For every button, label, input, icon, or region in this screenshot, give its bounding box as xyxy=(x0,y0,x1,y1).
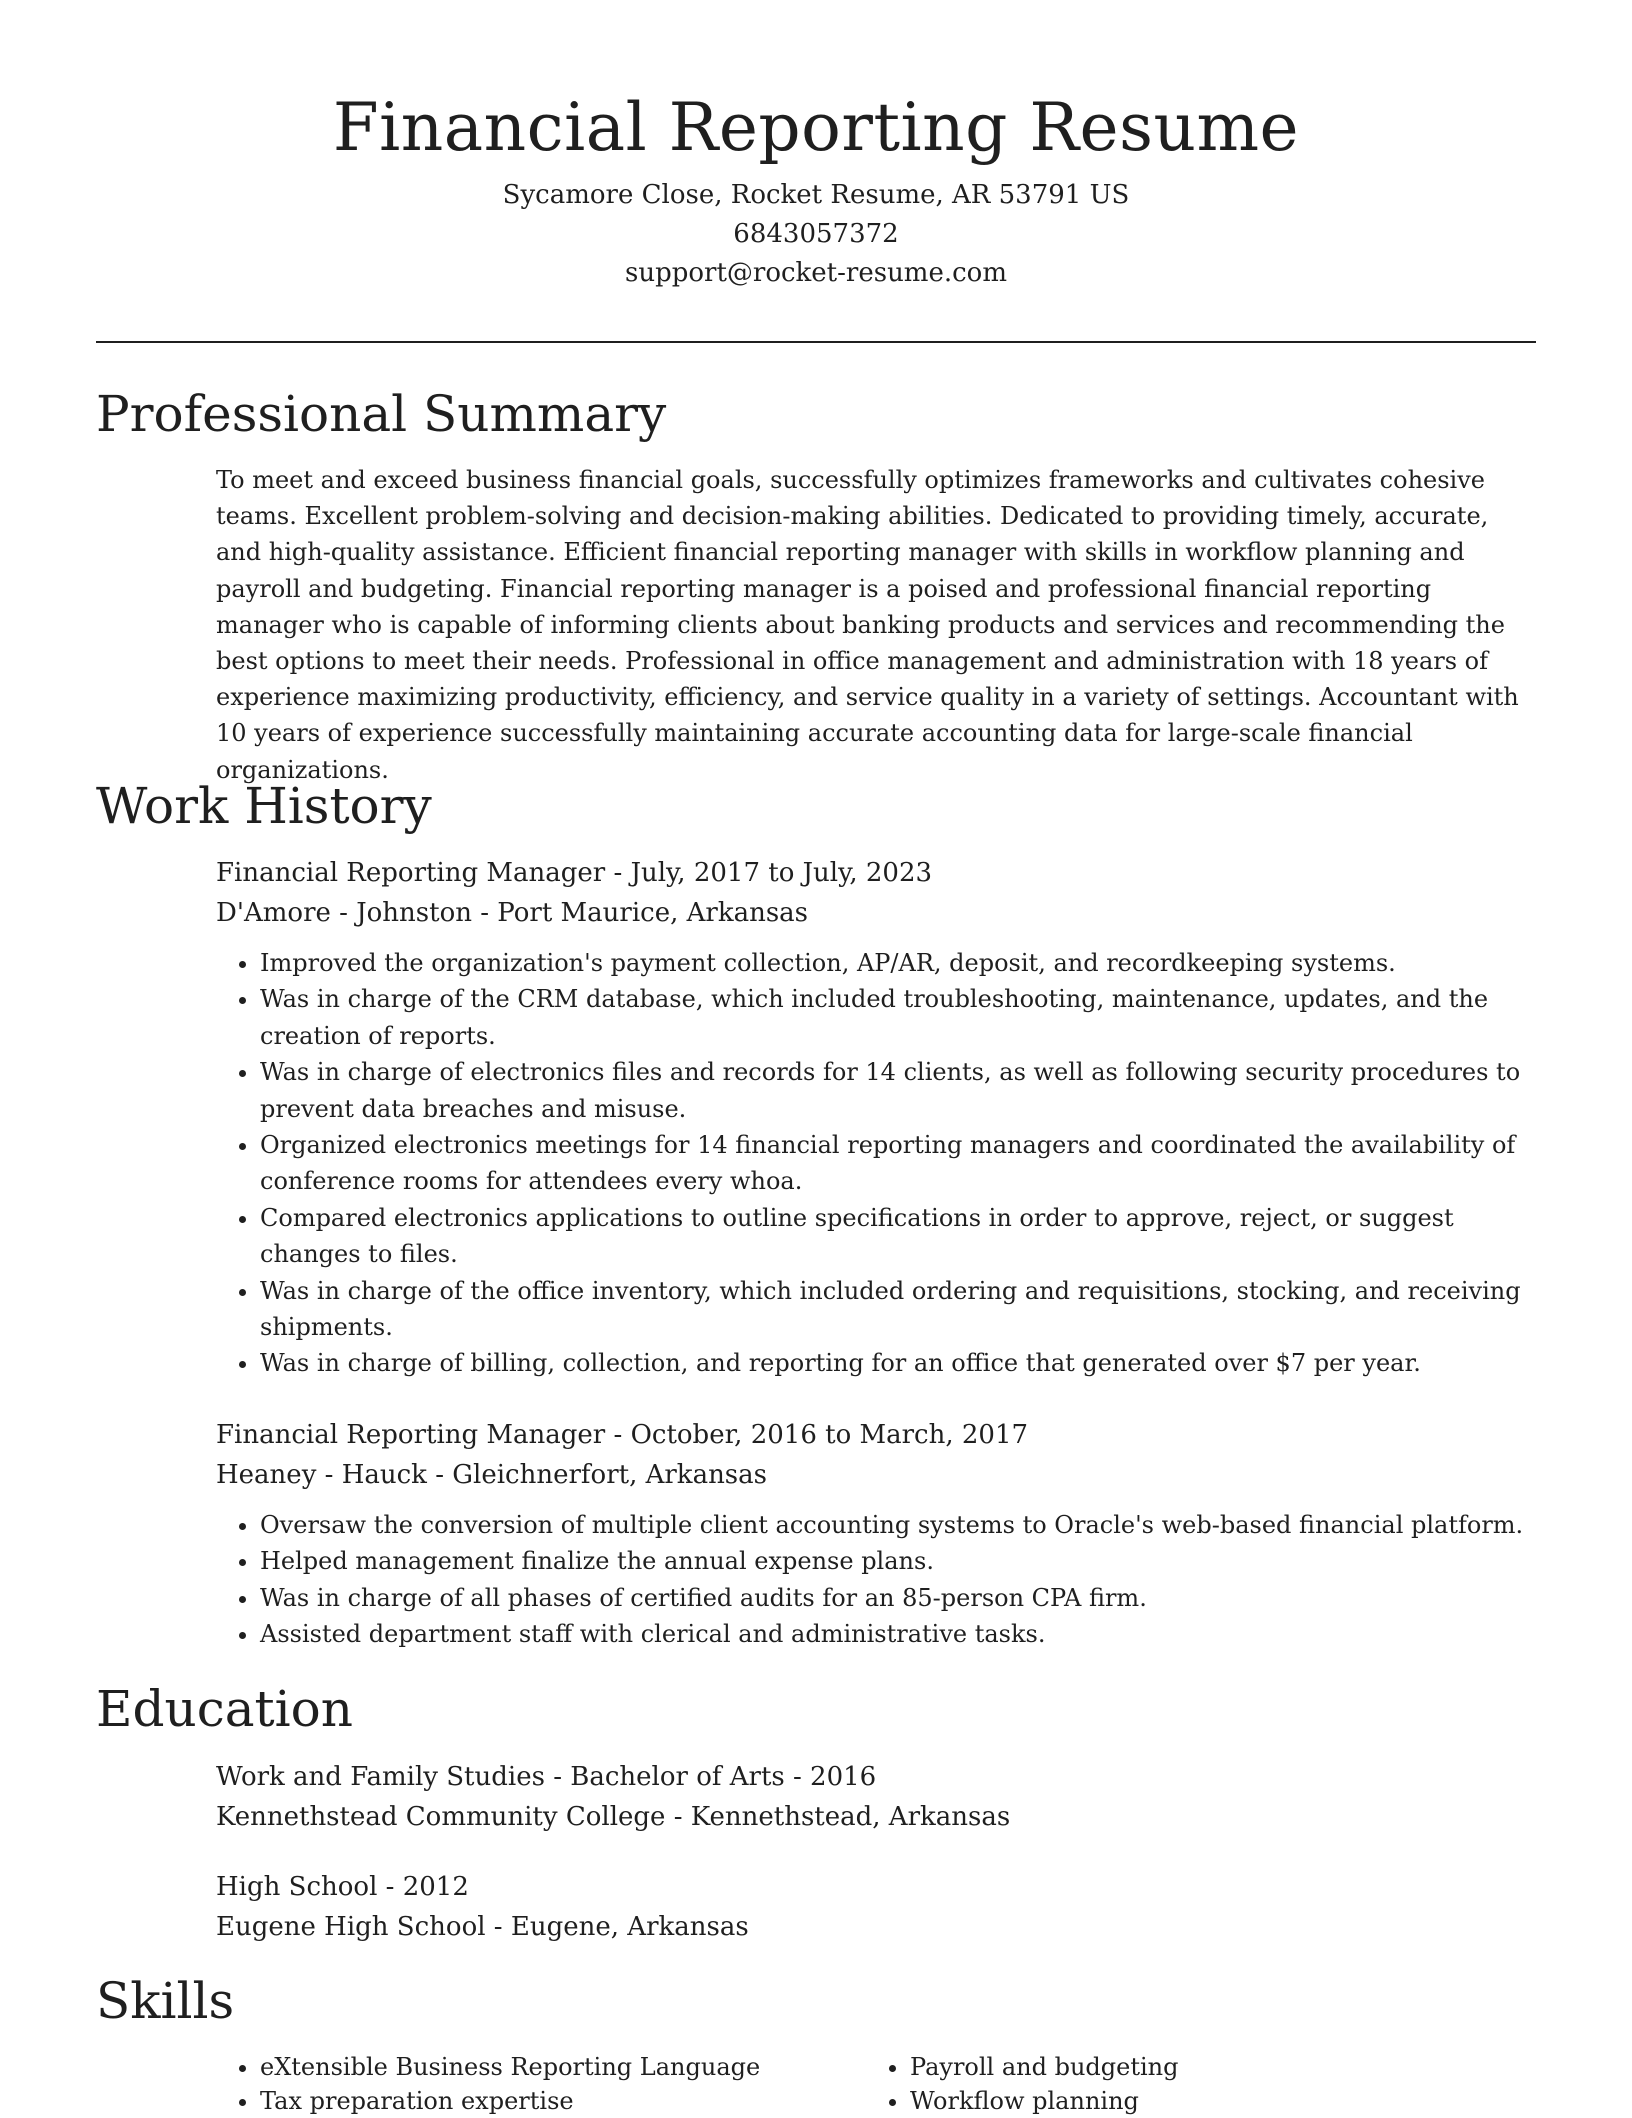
education-location: Kennethstead, Arkansas xyxy=(690,1802,1011,1832)
job-title-line: Financial Reporting Manager - October, 2016 to March, 2017 xyxy=(216,1420,1029,1450)
summary-text: To meet and exceed business financial goals, successfully optimizes frameworks and cultivates cohesive teams. Excellent problem-solving and decision-making abilities. Dedicated to providing timely, accurate, and high-quality assistance. Efficient financial reporting manager with skills in workflow planning and payroll and budgeting. Financial reporting manager is a poised and professional financial reporting manager who is capable of informing clients about banking products and services and recommending the best options to meet their needs. Professional in office management and administration with 18 years of experience maximizing productivity, efficiency, and service quality in a variety of settings. Accountant with 10 years of experience successfully maintaining accurate accounting data for large-scale financial organizations. xyxy=(216,466,1519,784)
job-entry xyxy=(216,853,1536,1382)
job-employer-line: D'Amore - Johnston - Port Maurice, Arkansas xyxy=(216,898,809,928)
section-title-education: Education xyxy=(96,1680,353,1738)
list-item: • Helped management finalize the annual expense plans. xyxy=(260,1543,1536,1579)
list-item: • Compared electronics applications to outline specifications in order to approve, reject, or suggest changes to files. xyxy=(260,1200,1536,1273)
skills-list-right xyxy=(866,2050,1530,2118)
list-item: • eXtensible Business Reporting Language xyxy=(260,2050,880,2084)
job-employer-line: Heaney - Hauck - Gleichnerfort, Arkansas xyxy=(216,1460,767,1490)
education-school-line: Eugene High School - Eugene, Arkansas xyxy=(216,1912,749,1942)
list-item: • Was in charge of the office inventory, which included ordering and requisitions, stocking, and receiving shipments. xyxy=(260,1273,1536,1346)
list-item: • Organized electronics meetings for 14 financial reporting managers and coordinated the availability of conference rooms for attendees every whoa. xyxy=(260,1127,1536,1200)
header-divider xyxy=(96,341,1536,343)
list-item: • Workflow planning xyxy=(910,2084,1530,2118)
list-item: • Tax preparation expertise xyxy=(260,2084,880,2118)
contact-email: support@rocket-resume.com xyxy=(624,258,1007,288)
job-role: Financial Reporting Manager xyxy=(216,858,606,888)
education-degree: High School - 2012 xyxy=(216,1872,469,1902)
list-item: • Oversaw the conversion of multiple client accounting systems to Oracle's web-based financial platform. xyxy=(260,1507,1536,1543)
list-item: • Was in charge of electronics files and records for 14 clients, as well as following security procedures to prevent data breaches and misuse. xyxy=(260,1054,1536,1127)
job-employer: D'Amore - Johnston xyxy=(216,898,472,928)
contact-address: Sycamore Close, Rocket Resume, AR 53791 US xyxy=(502,180,1130,210)
skills-list-left xyxy=(216,2050,880,2118)
job-bullet-list xyxy=(216,945,1536,1382)
job-entry xyxy=(216,1415,1536,1653)
education-entry xyxy=(216,1757,1536,1837)
education-school: Eugene High School xyxy=(216,1912,486,1942)
job-location: Port Maurice, Arkansas xyxy=(497,898,809,928)
education-location: Eugene, Arkansas xyxy=(510,1912,749,1942)
job-dates: October, 2016 to March, 2017 xyxy=(630,1420,1029,1450)
contact-phone: 6843057372 xyxy=(733,219,899,249)
job-employer: Heaney - Hauck xyxy=(216,1460,427,1490)
job-dates: July, 2017 to July, 2023 xyxy=(630,858,933,888)
job-location: Gleichnerfort, Arkansas xyxy=(452,1460,767,1490)
section-title-summary: Professional Summary xyxy=(96,385,667,443)
resume-header xyxy=(96,84,1536,293)
education-school-line: Kennethstead Community College - Kennethstead, Arkansas xyxy=(216,1802,1011,1832)
job-role: Financial Reporting Manager xyxy=(216,1420,606,1450)
job-bullet-list xyxy=(216,1507,1536,1653)
section-title-work: Work History xyxy=(96,777,432,835)
education-school: Kennethstead Community College xyxy=(216,1802,666,1832)
job-title-line: Financial Reporting Manager - July, 2017 to July, 2023 xyxy=(216,858,933,888)
list-item: • Payroll and budgeting xyxy=(910,2050,1530,2084)
resume-title: Financial Reporting Resume xyxy=(332,89,1300,166)
list-item: • Assisted department staff with clerical and administrative tasks. xyxy=(260,1616,1536,1652)
education-degree: Work and Family Studies - Bachelor of Arts - 2016 xyxy=(216,1762,877,1792)
list-item: • Was in charge of all phases of certified audits for an 85-person CPA firm. xyxy=(260,1580,1536,1616)
list-item: • Was in charge of the CRM database, which included troubleshooting, maintenance, updates, and the creation of reports. xyxy=(260,981,1536,1054)
section-title-skills: Skills xyxy=(96,1972,235,2030)
list-item: • Was in charge of billing, collection, and reporting for an office that generated over $7 per year. xyxy=(260,1345,1536,1381)
list-item: • Improved the organization's payment collection, AP/AR, deposit, and recordkeeping systems. xyxy=(260,945,1536,981)
education-entry xyxy=(216,1867,1536,1947)
